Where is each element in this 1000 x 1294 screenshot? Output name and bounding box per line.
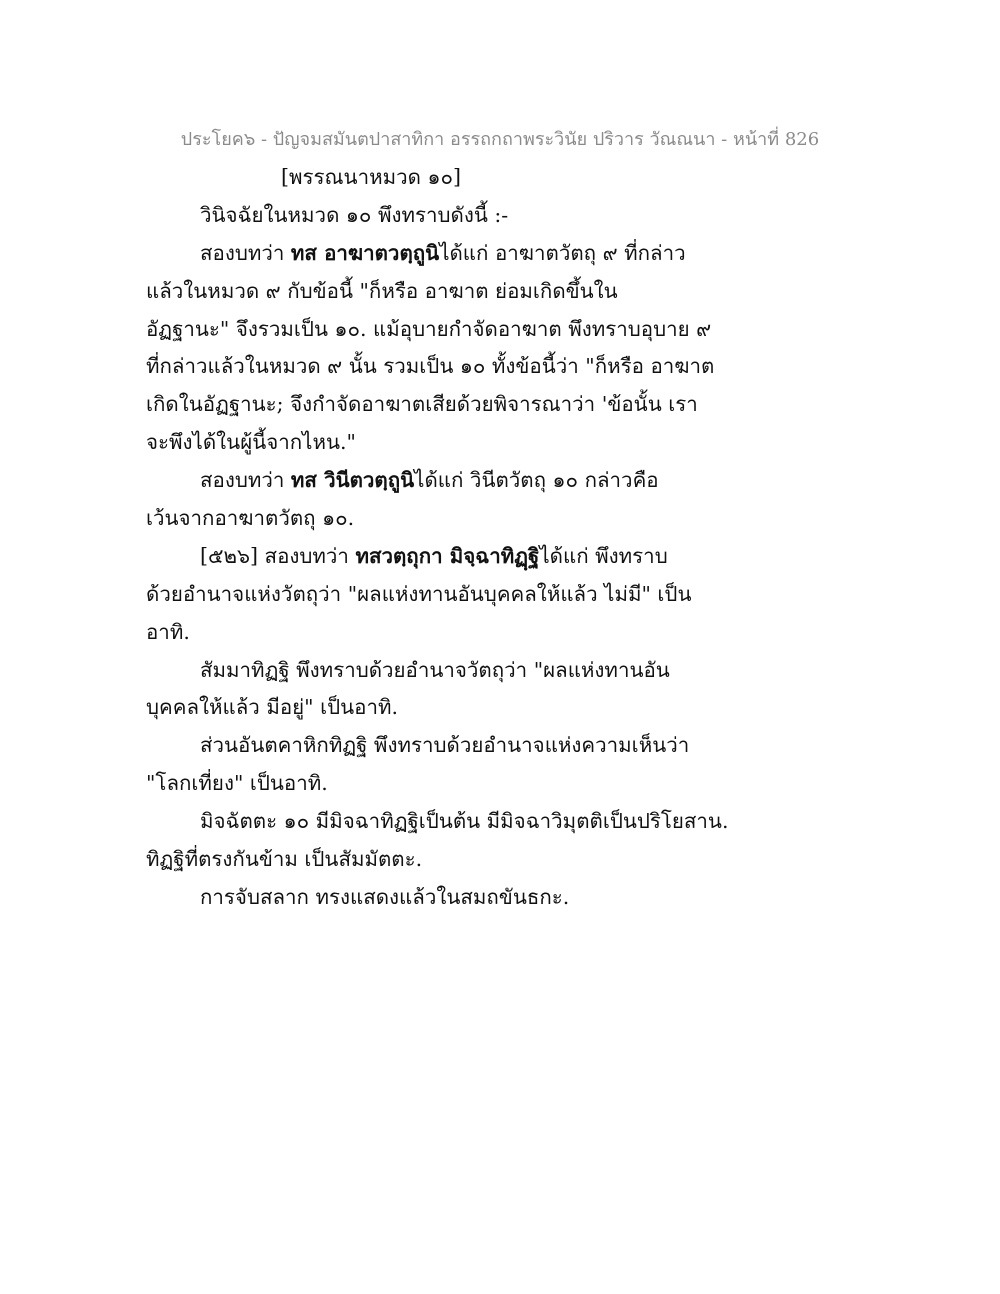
page-header: ประโยค๖ - ปัญจมสมันตปาสาทิกา อรรถกถาพระวินัย ปริวาร วัณณนา - หน้าที่ 826 <box>180 129 820 150</box>
page-body <box>146 159 846 917</box>
text-line <box>146 311 846 349</box>
text-line <box>146 235 846 273</box>
text-line <box>146 386 846 424</box>
text-run: ที่กล่าวแล้วในหมวด ๙ นั้น รวมเป็น ๑๐ ทั้งข้อนี้ว่า "ก็หรือ อาฆาต <box>146 354 715 379</box>
text-run: ได้แก่ พึงทราบ <box>539 543 668 568</box>
text-line <box>146 500 846 538</box>
text-line <box>146 197 846 235</box>
text-line <box>146 803 846 841</box>
text-run: อาทิ. <box>146 619 190 644</box>
text-line <box>146 462 846 500</box>
text-run: ส่วนอันตคาหิกทิฏฐิ พึงทราบด้วยอำนาจแห่งความเห็นว่า <box>200 733 690 758</box>
text-run: สองบทว่า <box>200 468 291 493</box>
text-line <box>146 273 846 311</box>
text-line <box>146 689 846 727</box>
text-run: ทิฏฐิที่ตรงกันข้าม เป็นสัมมัตตะ. <box>146 847 423 872</box>
bold-term: ทส วินีตวตฺถูนิ <box>290 468 415 493</box>
text-run: อัฏฐานะ" จึงรวมเป็น ๑๐. แม้อุบายกำจัดอาฆาต พึงทราบอุบาย ๙ <box>146 316 712 341</box>
text-line <box>146 841 846 879</box>
text-run: สองบทว่า <box>200 240 291 265</box>
text-run: การจับสลาก ทรงแสดงแล้วในสมถขันธกะ. <box>200 884 570 909</box>
text-run: สัมมาทิฏฐิ พึงทราบด้วยอำนาจวัตถุว่า "ผลแห่งทานอัน <box>200 657 670 682</box>
section-title: [พรรณนาหมวด ๑๐] <box>281 165 461 189</box>
text-run: เว้นจากอาฆาตวัตถุ ๑๐. <box>146 506 355 531</box>
text-run: "โลกเที่ยง" เป็นอาทิ. <box>146 771 328 796</box>
text-run: [๕๒๖] สองบทว่า <box>200 543 356 568</box>
text-line <box>146 538 846 576</box>
text-line <box>146 614 846 652</box>
text-line <box>146 765 846 803</box>
text-run: บุคคลให้แล้ว มีอยู่" เป็นอาทิ. <box>146 695 398 720</box>
text-line <box>146 652 846 690</box>
text-run: แล้วในหมวด ๙ กับข้อนี้ "ก็หรือ อาฆาต ย่อมเกิดขึ้นใน <box>146 278 618 303</box>
text-line <box>146 879 846 917</box>
text-run: จะพึงได้ในผู้นี้จากไหน." <box>146 430 356 455</box>
text-run: มิจฉัตตะ ๑๐ มีมิจฉาทิฏฐิเป็นต้น มีมิจฉาวิมุตติเป็นปริโยสาน. <box>200 809 729 834</box>
text-run: ด้วยอำนาจแห่งวัตถุว่า "ผลแห่งทานอันบุคคลให้แล้ว ไม่มี" เป็น <box>146 581 692 606</box>
text-run: ได้แก่ อาฆาตวัตถุ ๙ ที่กล่าว <box>439 240 686 265</box>
text-line <box>146 576 846 614</box>
bold-term: ทส อาฆาตวตฺถูนิ <box>290 240 440 265</box>
text-line <box>146 727 846 765</box>
text-run: ได้แก่ วินีตวัตถุ ๑๐ กล่าวคือ <box>414 468 659 493</box>
text-run: เกิดในอัฏฐานะ; จึงกำจัดอาฆาตเสียด้วยพิจารณาว่า 'ข้อนั้น เรา <box>146 392 698 417</box>
text-line <box>146 424 846 462</box>
bold-term: ทสวตฺถุกา มิจฺฉาทิฏฺฐิ <box>355 543 540 568</box>
text-run: วินิจฉัยในหมวด ๑๐ พึงทราบดังนี้ :- <box>200 202 509 227</box>
text-line <box>146 348 846 386</box>
